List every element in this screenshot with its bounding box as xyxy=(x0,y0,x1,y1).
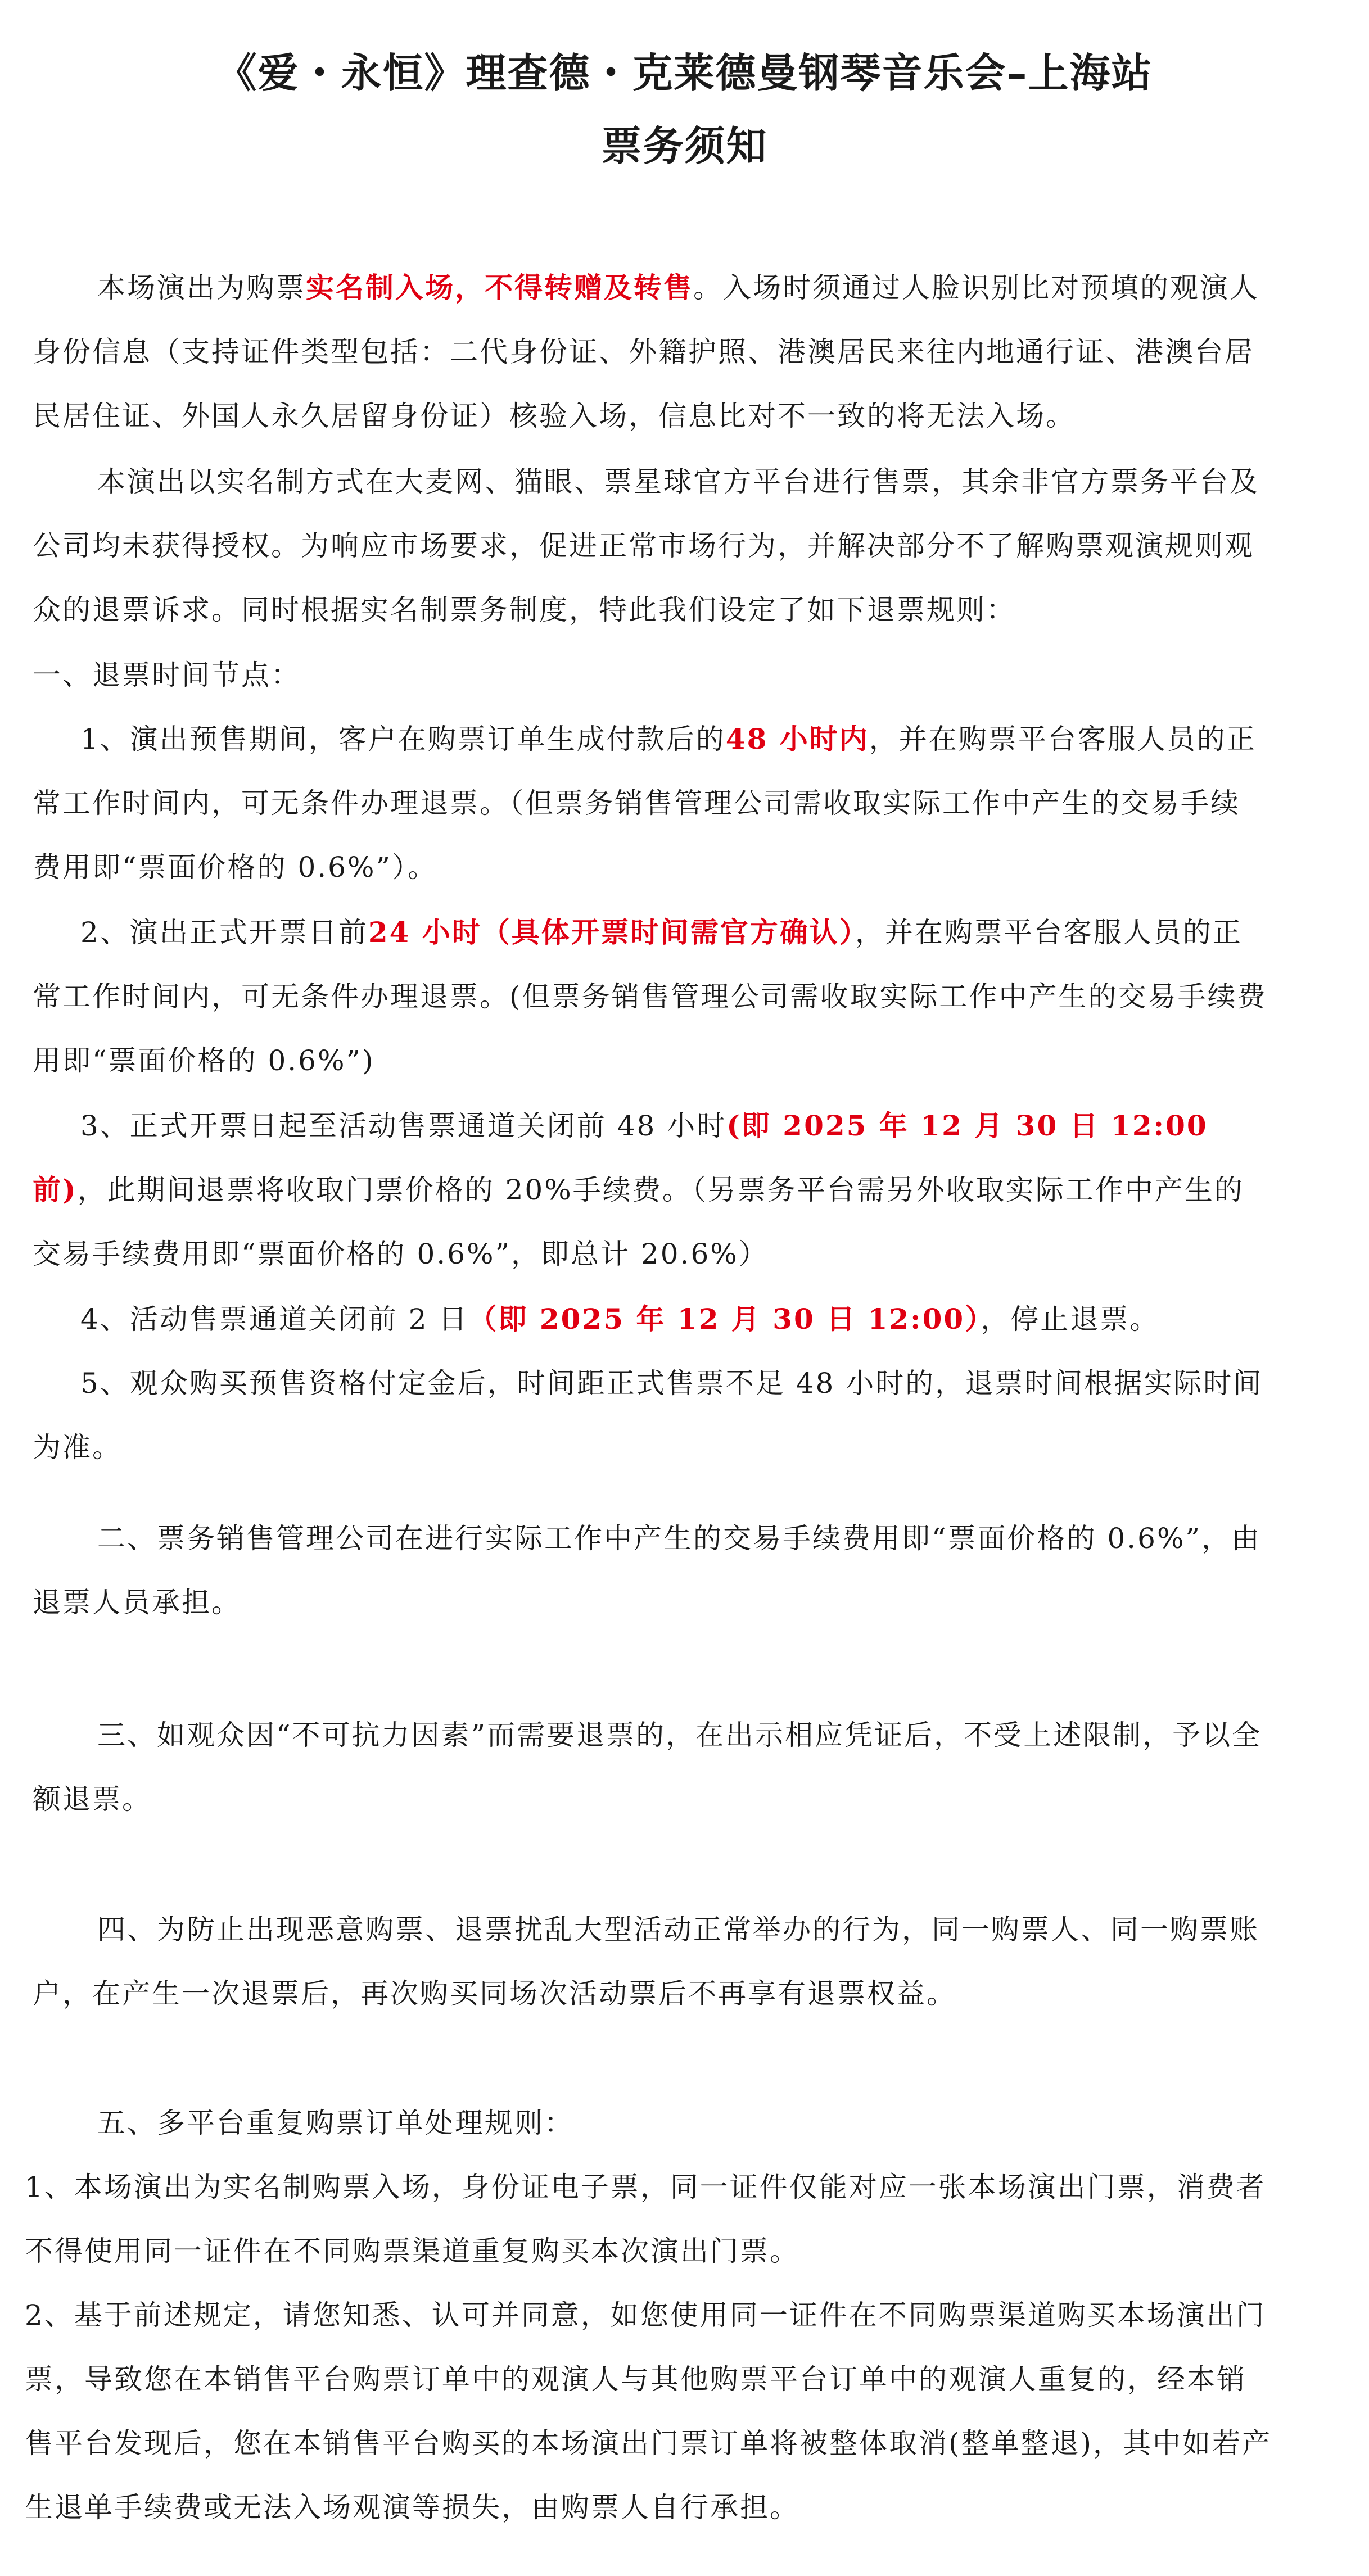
item-2-text-a: 2、演出正式开票日前 xyxy=(80,916,368,949)
section-5-item-1: 1、本场演出为实名制购票入场，身份证电子票，同一证件仅能对应一张本场演出门票，消费者不得使用同一证件在不同购票渠道重复购买本次演出门票。 xyxy=(25,2171,1266,2267)
item-4-highlight: （即 2025 年 12 月 30 日 12:00） xyxy=(468,1302,981,1335)
item-1-text-a: 1、演出预售期间，客户在购票订单生成付款后的 xyxy=(80,723,726,755)
item-3-text-b: ，此期间退票将收取门票价格的 20%手续费。（另票务平台需另外收取实际工作中产生的交易手续费用即“票面价格的 0.6%”，即总计 20.6%） xyxy=(33,1174,1244,1270)
section-1-item-2 xyxy=(33,900,1269,1093)
section-1-item-5: 5、观众购买预售资格付定金后，时间距正式售票不足 48 小时的，退票时间根据实际时间为准。 xyxy=(33,1367,1263,1464)
item-4-text-a: 4、活动售票通道关闭前 2 日 xyxy=(80,1303,469,1335)
section-1-heading: 一、退票时间节点： xyxy=(33,659,301,691)
item-2-text-b: ，并在购票平台客服人员的正常工作时间内，可无条件办理退票。(但票务销售管理公司需收取实际工作中产生的交易手续费用即“票面价格的 0.6%”) xyxy=(33,916,1267,1077)
section-1-item-4 xyxy=(33,1287,1269,1351)
section-3-paragraph: 三、如观众因“不可抗力因素”而需要退票的，在出示相应凭证后，不受上述限制，予以全额退票。 xyxy=(33,1719,1262,1816)
section-5-item-2: 2、基于前述规定，请您知悉、认可并同意，如您使用同一证件在不同购票渠道购买本场演出门票，导致您在本销售平台购票订单中的观演人与其他购票平台订单中的观演人重复的，经本销售平台发现后，您在本销售平台购买的本场演出门票订单将被整体取消(整单整退)，其中如若产生退单手续费或无法入场观演等损失，由购票人自行承担。 xyxy=(25,2299,1272,2524)
item-2-highlight: 24 小时（具体开票时间需官方确认） xyxy=(368,916,855,949)
item-3-highlight: (即 2025 年 12 月 30 日 12:00 前) xyxy=(33,1109,1208,1206)
intro-text-a: 本场演出为购票 xyxy=(97,271,306,304)
item-4-text-b: ，停止退票。 xyxy=(981,1303,1160,1335)
intro-paragraph-2: 本演出以实名制方式在大麦网、猫眼、票星球官方平台进行售票，其余非官方票务平台及公司均未获得授权。为响应市场要求，促进正常市场行为，并解决部分不了解购票观演规则观众的退票诉求。同时根据实名制票务制度，特此我们设定了如下退票规则： xyxy=(33,465,1259,626)
intro-text-b: 。入场时须通过人脸识别比对预填的观演人身份信息（支持证件类型包括：二代身份证、外籍护照、港澳居民来往内地通行证、港澳台居民居住证、外国人永久居留身份证）核验入场，信息比对不一致的将无法入场。 xyxy=(33,271,1259,432)
item-3-text-a: 3、正式开票日起至活动售票通道关闭前 48 小时 xyxy=(80,1110,727,1142)
concert-title: 《爱・永恒》理查德・克莱德曼钢琴音乐会–上海站 xyxy=(216,49,1153,97)
item-1-highlight: 48 小时内 xyxy=(725,722,869,755)
section-5-heading: 五、多平台重复购票订单处理规则： xyxy=(97,2107,574,2139)
section-1-item-3 xyxy=(33,1094,1269,1286)
intro-paragraph-1 xyxy=(33,256,1269,448)
notice-title: 票务须知 xyxy=(601,122,768,170)
section-1-item-1 xyxy=(33,707,1269,899)
section-4-paragraph: 四、为防止出现恶意购票、退票扰乱大型活动正常举办的行为，同一购票人、同一购票账户，在产生一次退票后，再次购买同场次活动票后不再享有退票权益。 xyxy=(33,1913,1259,2010)
section-2-paragraph: 二、票务销售管理公司在进行实际工作中产生的交易手续费用即“票面价格的 0.6%”，由退票人员承担。 xyxy=(33,1522,1262,1619)
real-name-highlight: 实名制入场，不得转赠及转售 xyxy=(306,271,693,304)
item-1-text-b: ，并在购票平台客服人员的正常工作时间内，可无条件办理退票。（但票务销售管理公司需收取实际工作中产生的交易手续费用即“票面价格的 0.6%”）。 xyxy=(33,723,1257,884)
